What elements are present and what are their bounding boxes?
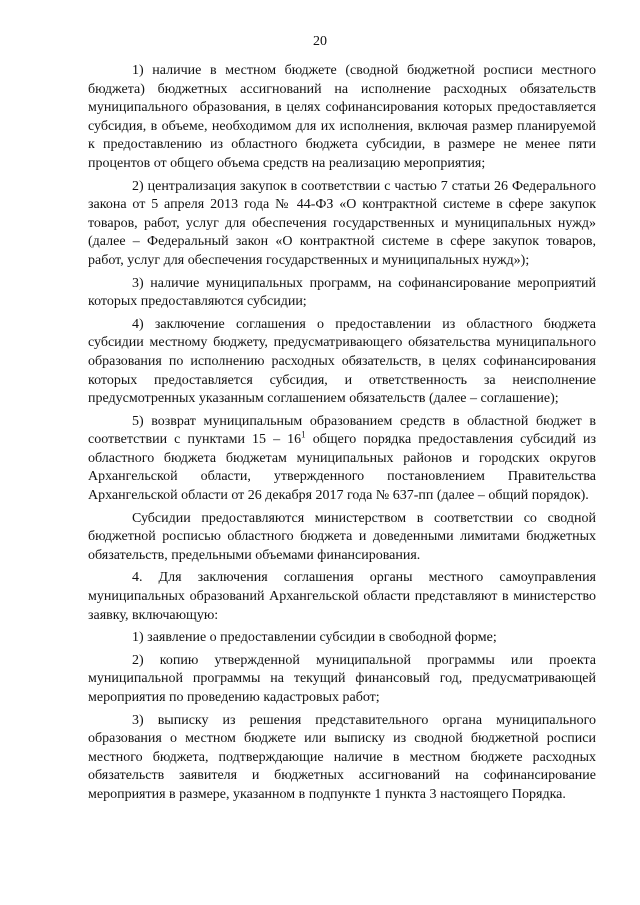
paragraph-condition-2: 2) централизация закупок в соответствии с частью 7 статьи 26 Федерального закона от 5 апреля 2013 года № 44-ФЗ «О контрактной системе в сфере закупок товаров, работ, услуг для обеспечения государственных и муниципальных нужд» (далее – Федеральный закон «О контрактной системе в сфере закупок товаров, работ, услуг для обеспечения государственных и муниципальных нужд»); <box>88 178 596 268</box>
paragraph-application-2: 2) копию утвержденной муниципальной программы или проекта муниципальной программы на текущий финансовый год, предусматривающей мероприятия по проведению кадастровых работ; <box>88 652 596 705</box>
paragraph-application-3: 3) выписку из решения представительного органа муниципального образования о местном бюджете или выписку из сводной бюджетной росписи местного бюджета, подтверждающие наличие в местном бюджете расходных обязательств заявителя и бюджетных ассигнований на софинансирование мероприятия в размере, указанном в подпункте 1 пункта 3 настоящего Порядка. <box>88 712 596 802</box>
document-body <box>88 62 596 805</box>
paragraph-condition-4: 4) заключение соглашения о предоставлении из областного бюджета субсидии местному бюджету, предусматривающего обязательства муниципального образования по исполнению расходных обязательств, в целях софинансирования которых предоставляется субсидия, и ответственность за неисполнение предусмотренных указанным соглашением обязательств (далее – соглашение); <box>88 316 596 407</box>
paragraph-application-1: 1) заявление о предоставлении субсидии в свободной форме; <box>132 630 497 646</box>
condition-5-text-end: общего порядка предоставления субсидий из областного бюджета бюджетам муниципальных районов и городских округов Архангельской области, утвержденного постановлением Правительства Архангельской области от 26 декабря 2017 года № 637-пп (далее – общий порядок). <box>88 432 596 504</box>
paragraph-subsidies: Субсидии предоставляются министерством в соответствии со сводной бюджетной росписью областного бюджета и доведенными лимитами бюджетных обязательств, предельными объемами финансирования. <box>88 510 596 563</box>
paragraph-condition-5 <box>88 413 596 506</box>
condition-5-text-start: 5) возврат муниципальным образованием средств в областной бюджет в соответствии с пунктами 15 – 16 <box>88 413 596 448</box>
paragraph-item-4: 4. Для заключения соглашения органы местного самоуправления муниципальных образований Архангельской области представляют в министерство заявку, включающую: <box>88 570 596 623</box>
page-number: 20 <box>313 34 327 49</box>
footnote-superscript: 1 <box>301 429 306 440</box>
paragraph-condition-1: 1) наличие в местном бюджете (сводной бюджетной росписи местного бюджета) бюджетных ассигнований на исполнение расходных обязательств муниципального образования, в целях софинансирования которых предоставляется субсидия, в объеме, необходимом для их исполнения, включая размер планируемой к предоставлению из областного бюджета субсидии, в размере не менее пяти процентов от общего объема средств на реализацию мероприятия; <box>88 63 596 171</box>
paragraph-condition-3: 3) наличие муниципальных программ, на софинансирование мероприятий которых предоставляются субсидии; <box>88 275 596 310</box>
